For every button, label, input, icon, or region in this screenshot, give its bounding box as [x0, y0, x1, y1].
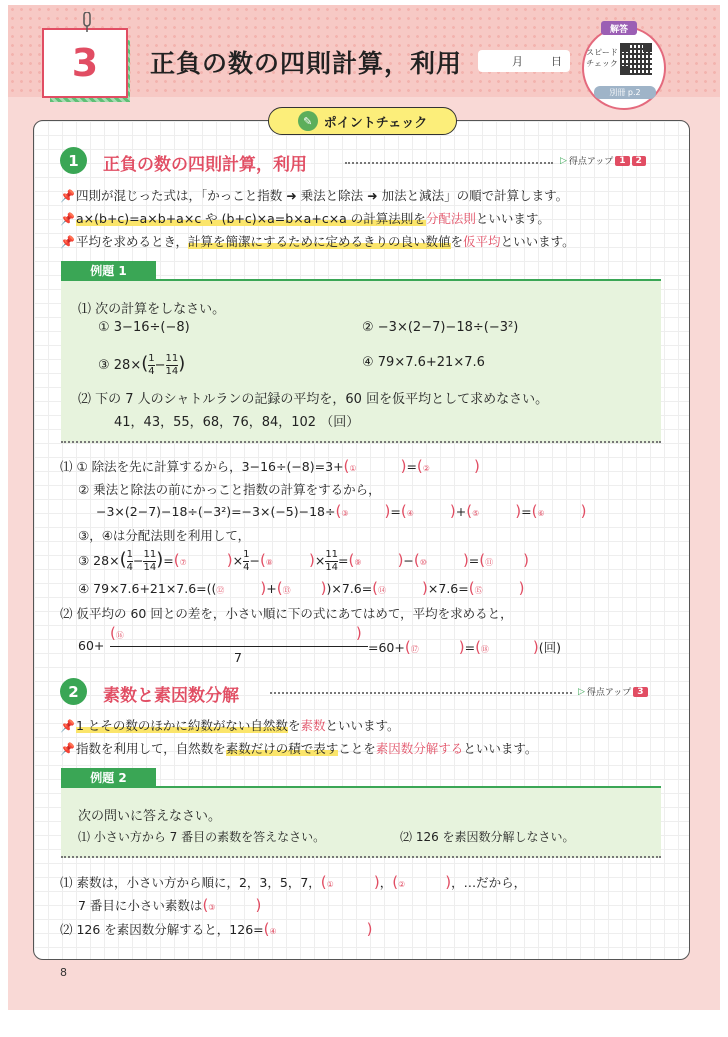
blank-13[interactable]: ⑬: [282, 586, 291, 595]
s2-ans1-line2-text: 7 番目に小さい素数は: [78, 898, 203, 913]
s2-ans2-text: ⑵ 126 を素因数分解すると，126=: [60, 922, 264, 937]
s2-bullet-1-text: 1 とその数のほかに約数がない自然数: [76, 718, 288, 733]
s2-ans1-tail: ，…だから，: [451, 875, 527, 890]
s2-blank-3[interactable]: ③: [208, 903, 216, 912]
ex1-q1: ⑴ 次の計算をしなさい。: [78, 302, 226, 317]
ex1-q1-4: ④ 79×7.6+21×7.6: [362, 355, 485, 370]
example-1-header: [61, 261, 661, 281]
s2-bullet-1-keyword: 素数: [300, 718, 326, 733]
s2-blank-2[interactable]: ②: [398, 880, 406, 889]
ex1-q1-3: ③ 28×( $\frac{1}{4}$ − $\frac{11}{14}$ ): [98, 353, 186, 377]
tokuten-label: 得点アップ: [586, 688, 632, 698]
blank-17[interactable]: ⑰: [410, 645, 419, 654]
pushpin-icon: 📌: [60, 235, 75, 249]
s2-blank-4[interactable]: ④: [269, 927, 277, 936]
bullet-2-tail: といいます。: [475, 211, 550, 226]
pushpin-icon: ✎: [298, 111, 318, 131]
example-1-label: 例題 1: [61, 261, 156, 279]
point-check-text: ポイントチェック: [323, 115, 428, 131]
frac-num: 1: [243, 549, 250, 560]
ans1-line6: ④ 79×7.6+21×7.6=((⑫ )+(⑬ ))×7.6=(⑭ )×7.6=(⑮ ): [78, 579, 525, 597]
date-day-label: 日: [551, 55, 562, 68]
clip-icon: [80, 12, 94, 32]
s2-bullet-1-tail: といいます。: [325, 718, 400, 733]
page-title: 正負の数の四則計算，利用: [150, 49, 463, 78]
s2-ans2: ⑵ 126 を素因数分解すると，126=(④ ): [60, 920, 373, 938]
blank-18[interactable]: ⑱: [480, 645, 489, 654]
bullet-2: [60, 209, 550, 227]
ans1-line5: ③ 28×( $\frac{1}{4}$ − $\frac{11}{14}$ )=(⑦ )× $\frac{1}{4}$ −(⑧ )× $\frac{11}{14}$ =(⑨ )−(⑩ )=(⑪ ): [78, 549, 529, 573]
ex2-intro: 次の問いに答えなさい。: [78, 809, 222, 824]
frac-num: 11: [165, 353, 179, 364]
ex1-q1-3-pre: ③ 28×: [98, 358, 142, 373]
ans1-line1-text: ⑴ ① 除法を先に計算するから，3−16÷(−8)=3+: [60, 459, 344, 474]
ex1-q2-data: 41，43，55，68，76，84，102 （回）: [114, 415, 360, 430]
bullet-1: [60, 186, 568, 204]
frac-den: 14: [165, 366, 179, 377]
ex1-q2: ⑵ 下の 7 人のシャトルランの記録の平均を，60 回を仮平均として求めなさい。: [78, 392, 549, 407]
fraction-bar: [110, 646, 368, 647]
chapter-number: 3: [71, 41, 99, 85]
answer-badge: 解答: [601, 21, 637, 35]
bullet-3-text: 平均を求めるとき，: [76, 234, 189, 249]
section-1-number: 1: [60, 147, 87, 174]
tokuten-badge-2[interactable]: 2: [632, 156, 646, 166]
answer-reference: 別冊 p.2: [594, 86, 656, 99]
section-1-tokuten: [560, 154, 646, 167]
blank-10[interactable]: ⑩: [419, 558, 427, 567]
blank-6[interactable]: ⑥: [537, 509, 545, 518]
s2-bullet-2-mid: ことを: [338, 741, 376, 756]
bullet-3-mid: を: [450, 234, 464, 249]
section-2-title: 素数と素因数分解: [103, 686, 239, 706]
s2-blank-1[interactable]: ①: [326, 880, 334, 889]
ans2-rest: =60+(⑰ )=(⑱ )(回): [368, 638, 562, 656]
ans1-line3: −3×(2−7)−18÷(−3²)=−3×(−5)−18÷(③ )=(④ )+(⑤ )=(⑥ ): [96, 502, 587, 520]
qr-code-icon[interactable]: [620, 43, 652, 75]
date-field[interactable]: [478, 50, 570, 72]
blank-11[interactable]: ⑪: [485, 558, 494, 567]
blank-7[interactable]: ⑦: [179, 558, 187, 567]
frac-num: 11: [143, 549, 157, 560]
s2-bullet-2-highlight: 素数だけの積で表す: [225, 741, 339, 756]
frac-num: 11: [325, 549, 339, 560]
bullet-3-tail: といいます。: [500, 234, 575, 249]
ans2-rest-text: =60+: [368, 640, 405, 655]
chapter-number-box: [42, 28, 128, 98]
bullet-3-keyword: 仮平均: [463, 234, 501, 249]
date-month-label: 月: [512, 55, 523, 68]
page-number: 8: [60, 966, 67, 979]
section-2-leader: [270, 692, 572, 694]
section-2-tokuten: [578, 685, 648, 698]
example-2-header: [61, 768, 661, 788]
s2-bullet-2-tail: といいます。: [463, 741, 538, 756]
blank-5[interactable]: ⑤: [472, 509, 480, 518]
blank-12[interactable]: ⑫: [216, 586, 225, 595]
bullet-2-keyword: 分配法則: [425, 211, 476, 226]
s2-ans1-line2: 7 番目に小さい素数は(③ ): [78, 896, 262, 914]
ans1-line4: ③，④は分配法則を利用して，: [78, 528, 251, 543]
ans1-line5-text: ③ 28×: [78, 553, 120, 568]
example-2-label: 例題 2: [61, 768, 156, 786]
blank-8[interactable]: ⑧: [265, 558, 273, 567]
play-icon: ▷: [578, 686, 585, 697]
bullet-1-text: 四則が混じった式は，「かっこと指数 ➜ 乗法と除法 ➜ 加法と減法」の順で計算します。: [76, 188, 569, 203]
bullet-2-text: a×(b+c)=a×b+a×c や (b+c)×a=b×a+c×a の計算法則を: [76, 211, 426, 226]
blank-1[interactable]: ①: [349, 464, 357, 473]
tokuten-badge-3[interactable]: 3: [633, 687, 647, 697]
s2-bullet-1-mid: を: [287, 718, 301, 733]
ex1-q1-2: ② −3×(2−7)−18÷(−3²): [362, 320, 519, 335]
s2-bullet-1: [60, 716, 399, 734]
ans2-line1: ⑵ 仮平均の 60 回との差を，小さい順に下の式にあてはめて，平均を求めると，: [60, 606, 513, 621]
bullet-3: [60, 232, 575, 250]
ans1-line1: ⑴ ① 除法を先に計算するから，3−16÷(−8)=3+(① )=(② ): [60, 457, 480, 475]
ans2-prefix: 60+: [78, 638, 105, 653]
ans2-denominator: 7: [234, 650, 242, 665]
pushpin-icon: 📌: [60, 719, 75, 733]
frac-den: 4: [126, 562, 133, 573]
pushpin-icon: 📌: [60, 189, 75, 203]
ex2-q1: ⑴ 小さい方から 7 番目の素数を答えなさい。: [78, 830, 326, 844]
speed-check-label: [586, 47, 618, 69]
ex1-q1-1: ① 3−16÷(−8): [98, 320, 190, 335]
ex2-q2: ⑵ 126 を素因数分解しなさい。: [400, 830, 575, 844]
pushpin-icon: 📌: [60, 742, 75, 756]
s2-ans1-line1: ⑴ 素数は，小さい方から順に，2，3，5，7，(① )，(② )，…だから，: [60, 873, 527, 891]
s2-ans1-text: ⑴ 素数は，小さい方から順に，2，3，5，7，: [60, 875, 321, 890]
ans1-line2: ② 乗法と除法の前にかっこと指数の計算をするから，: [78, 482, 381, 497]
frac-den: 14: [143, 562, 157, 573]
frac-num: 1: [126, 549, 133, 560]
frac-den: 4: [243, 562, 250, 573]
point-check-label: [268, 107, 457, 135]
s2-bullet-2-text: 指数を利用して，自然数を: [76, 741, 226, 756]
blank-14[interactable]: ⑭: [378, 586, 387, 595]
speed-label-1: スピード: [586, 48, 618, 57]
blank-16[interactable]: ⑯: [115, 631, 124, 640]
section-1-title: 正負の数の四則計算，利用: [103, 155, 307, 175]
ans2-unit: (回): [538, 640, 562, 655]
ans2-numerator: (⑯ ): [110, 624, 362, 642]
ans1-line6-text: ④ 79×7.6+21×7.6=((: [78, 581, 217, 596]
section-1-leader: [345, 162, 553, 164]
tokuten-label: 得点アップ: [568, 157, 614, 167]
play-icon: ▷: [560, 155, 567, 166]
s2-bullet-2: [60, 739, 537, 757]
blank-4[interactable]: ④: [406, 509, 414, 518]
bullet-3-highlight: 計算を簡潔にするために定めるきりの良い数値: [188, 234, 451, 249]
blank-3[interactable]: ③: [341, 509, 349, 518]
section-2-number: 2: [60, 678, 87, 705]
blank-2[interactable]: ②: [422, 464, 430, 473]
speed-label-2: チェック: [586, 59, 618, 68]
blank-15[interactable]: ⑮: [474, 586, 483, 595]
s2-bullet-2-keyword: 素因数分解する: [375, 741, 464, 756]
blank-9[interactable]: ⑨: [354, 558, 362, 567]
frac-den: 4: [148, 366, 155, 377]
frac-den: 14: [325, 562, 339, 573]
frac-num: 1: [148, 353, 155, 364]
tokuten-badge-1[interactable]: 1: [615, 156, 629, 166]
pushpin-icon: 📌: [60, 212, 75, 226]
ans1-line3-text: −3×(2−7)−18÷(−3²)=−3×(−5)−18÷: [96, 504, 336, 519]
